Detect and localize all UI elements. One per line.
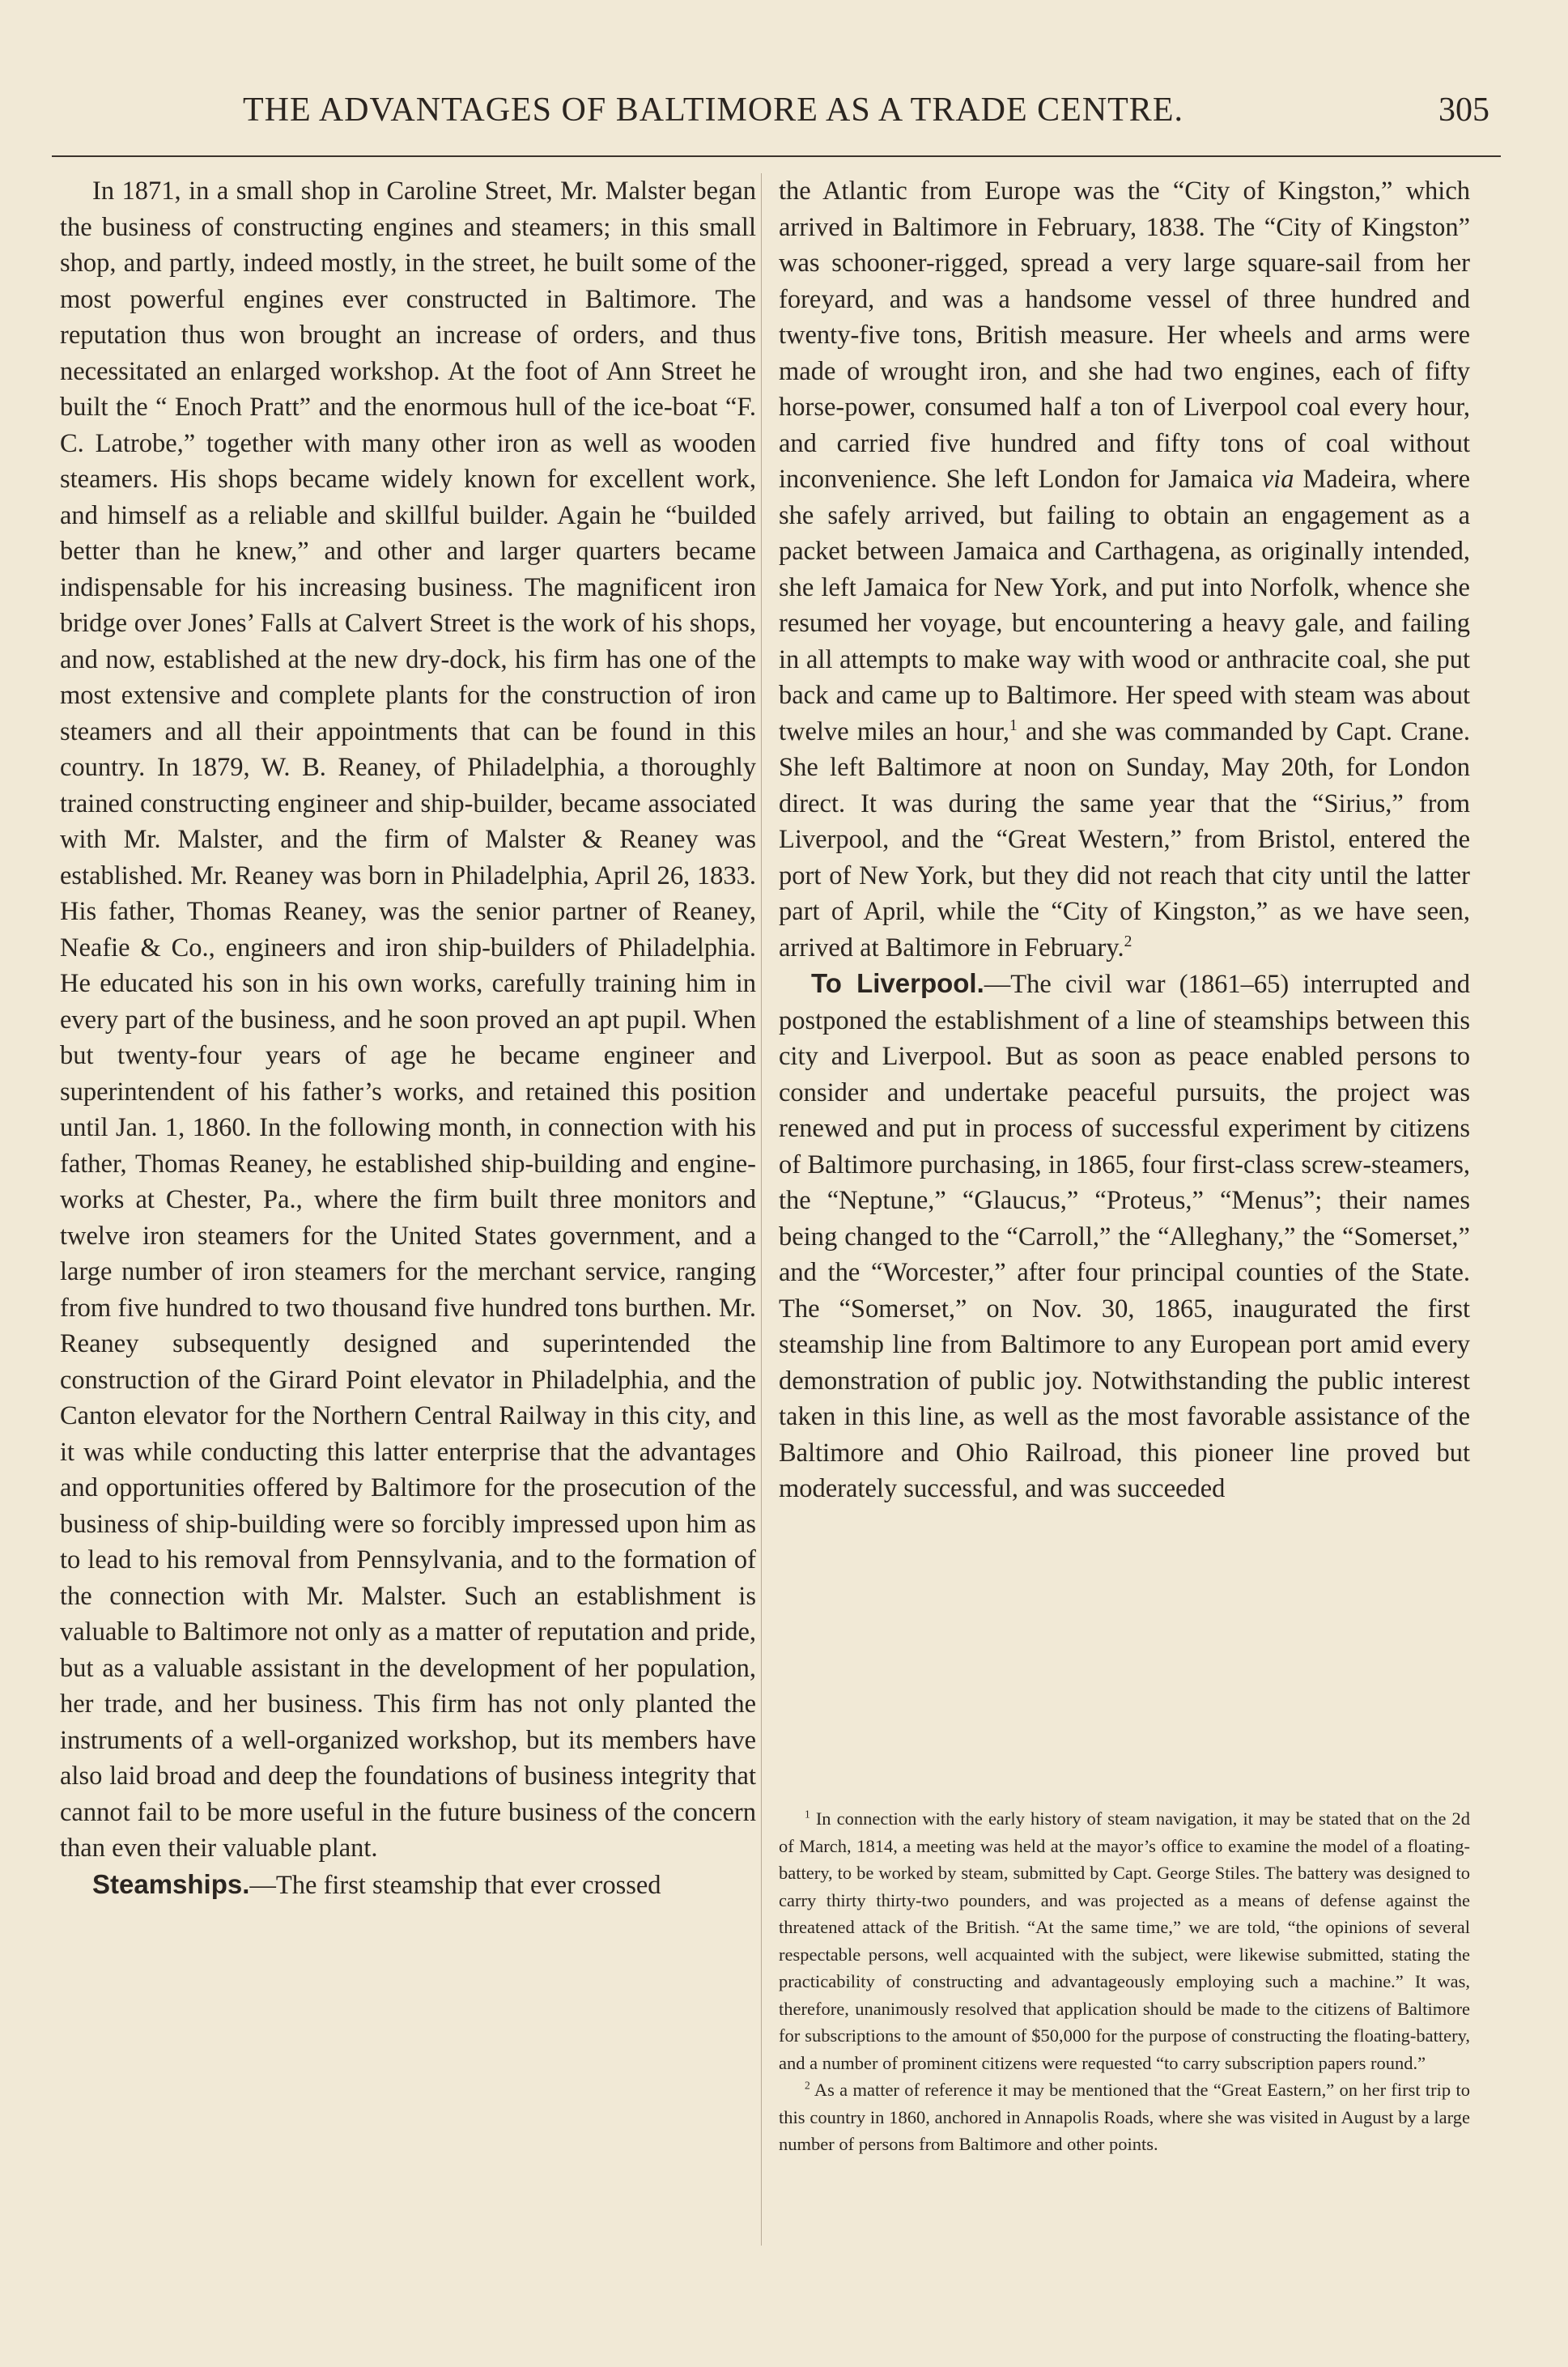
paragraph-text: the Atlantic from Europe was the “City of Kingston,” which arrived in Baltimore in February, 1838. The “City of Kingston” was schooner-rigged, spread a very large square-sail from her foreyard, and was a handsome vessel of three hundred and twenty-five tons, British measure. Her wheels and arms were made of wrought iron, and she had two engines, each of fifty horse-power, consumed half a ton of Liverpool coal every hour, and carried five hundred and fifty tons of coal without inconvenience. She left London for Jamaica — [779, 176, 1470, 494]
footnote-1 — [779, 1805, 1470, 2076]
page-number: 305 — [1438, 91, 1489, 129]
paragraph-text: and she was commanded by Capt. Crane. She left Baltimore at noon on Sunday, May 20th, for London direct. It was during the same year that the “Sirius,” from Liverpool, and the “Great Western,” from Bristol, entered the port of New York, but they did not reach that city until the latter part of April, while the “City of Kingston,” as we have seen, arrived at Baltimore in February. — [779, 716, 1470, 963]
paragraph-text: Madeira, where she safely arrived, but failing to obtain an engagement as a packet between Jamaica and Carthagena, as originally intended, she left Jamaica for New York, and put into Norfolk, whence she resumed her voyage, but encountering a heavy gale, and failing in all attempts to make way with wood or anthracite coal, she put back and came up to Baltimore. Her speed with steam was about twelve miles an hour, — [779, 465, 1471, 746]
footnote-text: As a matter of reference it may be mentioned that the “Great Eastern,” on her first trip to this country in 1860, anchored in Annapolis Roads, where she was visited in August by a large number of persons from Baltimore and other points. — [779, 2080, 1470, 2154]
footnote-marker: 1 — [1009, 716, 1018, 734]
footnote-text: In connection with the early history of steam navigation, it may be stated that on the 2d of March, 1814, a meeting was held at the mayor’s office to examine the model of a floating-battery, to be worked by steam, submitted by Capt. George Stiles. The battery was designed to carry thirty thirty-two pounders, and was projected as a means of defense against the threatened attack of the British. “At the same time,” we are told, “the opinions of several respectable persons, well acquainted with the subject, were likewise submitted, stating the practicability of constructing and advantageously employing such a machine.” It was, therefore, unanimously resolved that application should be made to the citizens of Baltimore for subscriptions to the amount of $50,000 for the purpose of constructing the floating-battery, and a number of prominent citizens were requested “to carry subscription papers round.” — [779, 1808, 1471, 2073]
paragraph-text: In 1871, in a small shop in Caroline Street, Mr. Malster began the business of constructing engines and steamers; in this small shop, and partly, indeed mostly, in the street, he built some of the most powerful engines ever constructed in Baltimore. The reputation thus won brought an increase of orders, and thus necessitated an enlarged workshop. At the foot of Ann Street he built the “ Enoch Pratt” and the enormous hull of the ice-boat “F. C. Latrobe,” together with many other iron as well as wooden steamers. His shops became widely known for excellent work, and himself as a reliable and skillful builder. Again he “builded better than he knew,” and other and larger quarters became indispensable for his increasing business. The magnificent iron bridge over Jones’ Falls at Calvert Street is the work of his shops, and now, established at the new dry-dock, his firm has one of the most extensive and complete plants for the construction of iron steamers and all their appointments that can be found in this country. In 1879, W. B. Reaney, of Philadelphia, a thoroughly trained constructing engineer and ship-builder, became associated with Mr. Malster, and the firm of Malster & Reaney was established. Mr. Reaney was born in Philadelphia, April 26, 1833. His father, Thomas Reaney, was the senior partner of Reaney, Neafie & Co., engineers and iron ship-builders of Philadelphia. He educated his son in his own works, carefully training him in every part of the business, and he soon proved an apt pupil. When but twenty-four years of age he became engineer and superintendent of his father’s works, and retained this position until Jan. 1, 1860. In the following month, in connection with his father, Thomas Reaney, he established ship-building and engine-works at Chester, Pa., where the firm built three monitors and twelve iron steamers for the United States government, and a large number of iron steamers for the merchant service, ranging from five hundred to two thousand five hundred tons burthen. Mr. Reaney subsequently designed and superintended the construction of the Girard Point elevator in Philadelphia, and the Canton elevator for the Northern Central Railway in this city, and it was while conducting this latter enterprise that the advantages and opportunities offered by Baltimore for the prosecution of the business of ship-building were so forcibly impressed upon him as to lead to his removal from Pennsylvania, and to the formation of the connection with Mr. Malster. Such an establishment is valuable to Baltimore not only as a matter of reputation and pride, but as a valuable assistant in the development of her population, her trade, and her business. This firm has not only planted the instruments of a well-organized workshop, but its members have also laid broad and deep the foundations of business integrity that cannot fail to be more useful in the future business of the concern than even their valuable plant. — [60, 176, 756, 1863]
footnote-marker: 2 — [1124, 933, 1132, 950]
paragraph-text: —The first steamship that ever crossed — [249, 1870, 661, 1900]
paragraph-malster — [60, 173, 756, 1867]
right-column — [779, 173, 1470, 1507]
section-heading-steamships: Steamships. — [92, 1868, 250, 1899]
paragraph-steamships — [60, 1867, 756, 1904]
column-divider — [761, 173, 762, 2246]
footnote-2 — [779, 2076, 1470, 2158]
section-heading-liverpool: To Liverpool. — [811, 968, 984, 998]
footnote-number: 2 — [805, 2079, 810, 2092]
footnotes — [779, 1805, 1470, 2158]
paragraph-city-of-kingston — [779, 173, 1470, 966]
italic-word: via — [1261, 465, 1294, 494]
running-title: THE ADVANTAGES OF BALTIMORE AS A TRADE CENTRE. — [243, 91, 1183, 129]
running-header — [243, 91, 1489, 139]
paragraph-to-liverpool — [779, 966, 1470, 1507]
footnote-number: 1 — [805, 1808, 810, 1821]
header-rule — [52, 155, 1501, 157]
paragraph-text: —The civil war (1861–65) interrupted and postponed the establishment of a line of steamships between this city and Liverpool. But as soon as peace enabled persons to consider and undertake peaceful pursuits, the project was renewed and put in process of successful experiment by citizens of Baltimore purchasing, in 1865, four first-class screw-steamers, the “Neptune,” “Glaucus,” “Proteus,” “Menus”; their names being changed to the “Carroll,” the “Alleghany,” the “Somerset,” and the “Worcester,” after four principal counties of the State. The “Somerset,” on Nov. 30, 1865, inaugurated the first steamship line from Baltimore to any European port amid every demonstration of public joy. Notwithstanding the public interest taken in this line, as well as the most favorable assistance of the Baltimore and Ohio Railroad, this pioneer line proved but moderately successful, and was succeeded — [779, 970, 1470, 1503]
left-column — [60, 173, 756, 1903]
